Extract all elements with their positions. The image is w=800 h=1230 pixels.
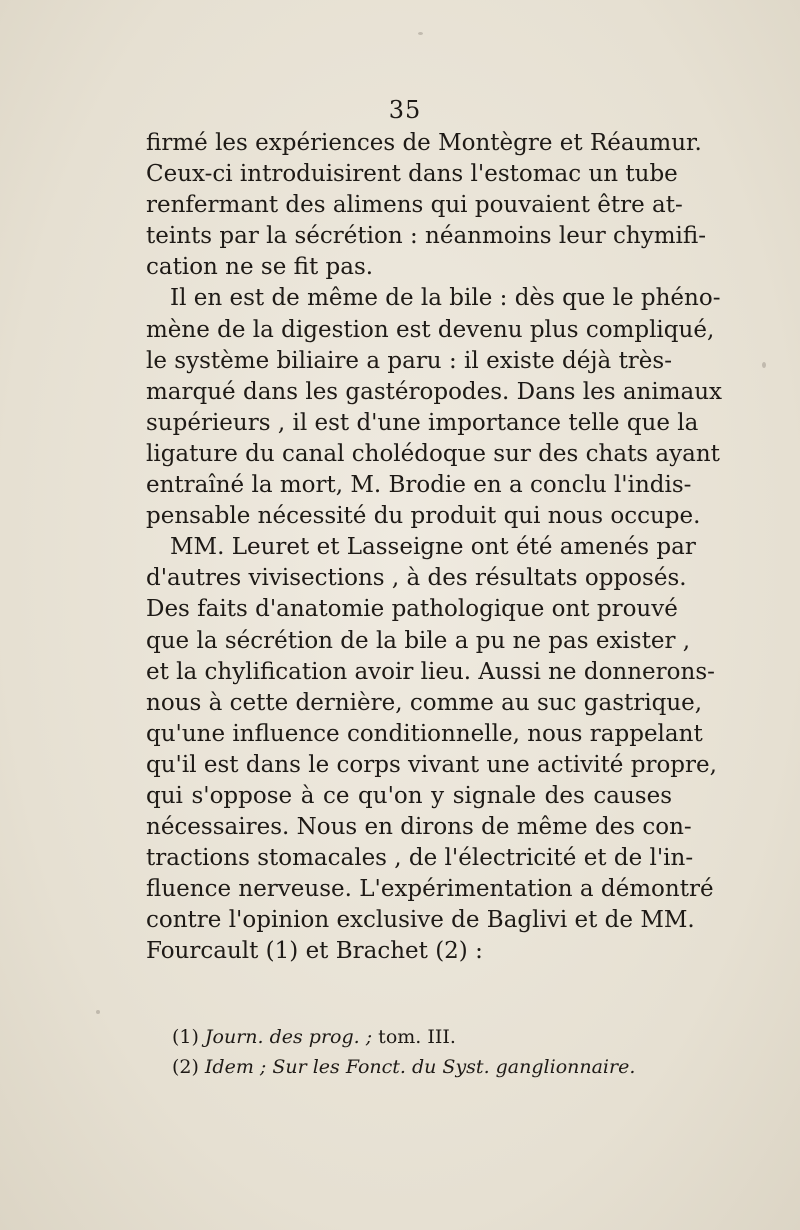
text-line: d'autres vivisections , à des résultats opposés. [146,565,687,592]
text-line: cation ne se fit pas. [146,254,374,281]
text-line: qu'il est dans le corps vivant une activité propre, [146,751,717,778]
footnote-reference: Journ. des prog. ; [204,1026,373,1048]
text-line: Fourcault (1) et Brachet (2) : [146,938,483,965]
text-line: Des faits d'anatomie pathologique ont prouvé [146,596,678,623]
text-line: ligature du canal cholédoque sur des chats ayant [146,440,720,467]
text-line: Il en est de même de la bile : dès que le phéno- [170,285,721,312]
footnote-mark: (2) [172,1056,199,1078]
footnote [172,1052,672,1082]
footnote [172,1022,672,1052]
text-line: nécessaires. Nous en dirons de même des con- [146,814,692,841]
text-line: MM. Leuret et Lasseigne ont été amenés par [170,534,696,561]
text-line: firmé les expériences de Montègre et Réaumur. [146,130,702,156]
text-line: que la sécrétion de la bile a pu ne pas exister , [146,627,691,654]
paper-speck [762,362,766,368]
text-line: teints par la sécrétion : néanmoins leur chymifi- [146,223,706,250]
page-number: 35 [388,96,422,124]
text-line: marqué dans les gastéropodes. Dans les animaux [146,378,723,405]
text-line: le système biliaire a paru : il existe déjà très- [146,347,672,374]
text-line: qu'une influence conditionnelle, nous rappelant [146,720,703,747]
text-line: renfermant des alimens qui pouvaient être at- [146,192,683,219]
text-line: supérieurs , il est d'une importance telle que la [146,409,699,436]
text-line: nous à cette dernière, comme au suc gastrique, [146,689,703,716]
text-line: entraîné la mort, M. Brodie en a conclu l'indis- [146,472,692,499]
body-text [146,128,723,968]
text-line: contre l'opinion exclusive de Baglivi et de MM. [146,907,695,934]
footnote-detail: tom. III. [372,1026,456,1048]
text-line: mène de la digestion est devenu plus compliqué, [146,316,715,343]
paper-speck [96,1010,100,1014]
text-line: qui s'oppose à ce qu'on y signale des causes [146,782,672,809]
text-line: tractions stomacales , de l'électricité et de l'in- [146,845,694,872]
footnote-mark: (1) [172,1026,199,1048]
text-line: Ceux-ci introduisirent dans l'estomac un tube [146,161,678,188]
footnotes [172,1022,672,1082]
text-line: pensable nécessité du produit qui nous occupe. [146,503,701,530]
paper-speck [418,32,423,35]
footnote-reference: Idem ; Sur les Fonct. du Syst. ganglionnaire. [204,1056,636,1078]
text-line: et la chylification avoir lieu. Aussi ne donnerons- [146,658,715,685]
text-line: fluence nerveuse. L'expérimentation a démontré [146,876,714,903]
